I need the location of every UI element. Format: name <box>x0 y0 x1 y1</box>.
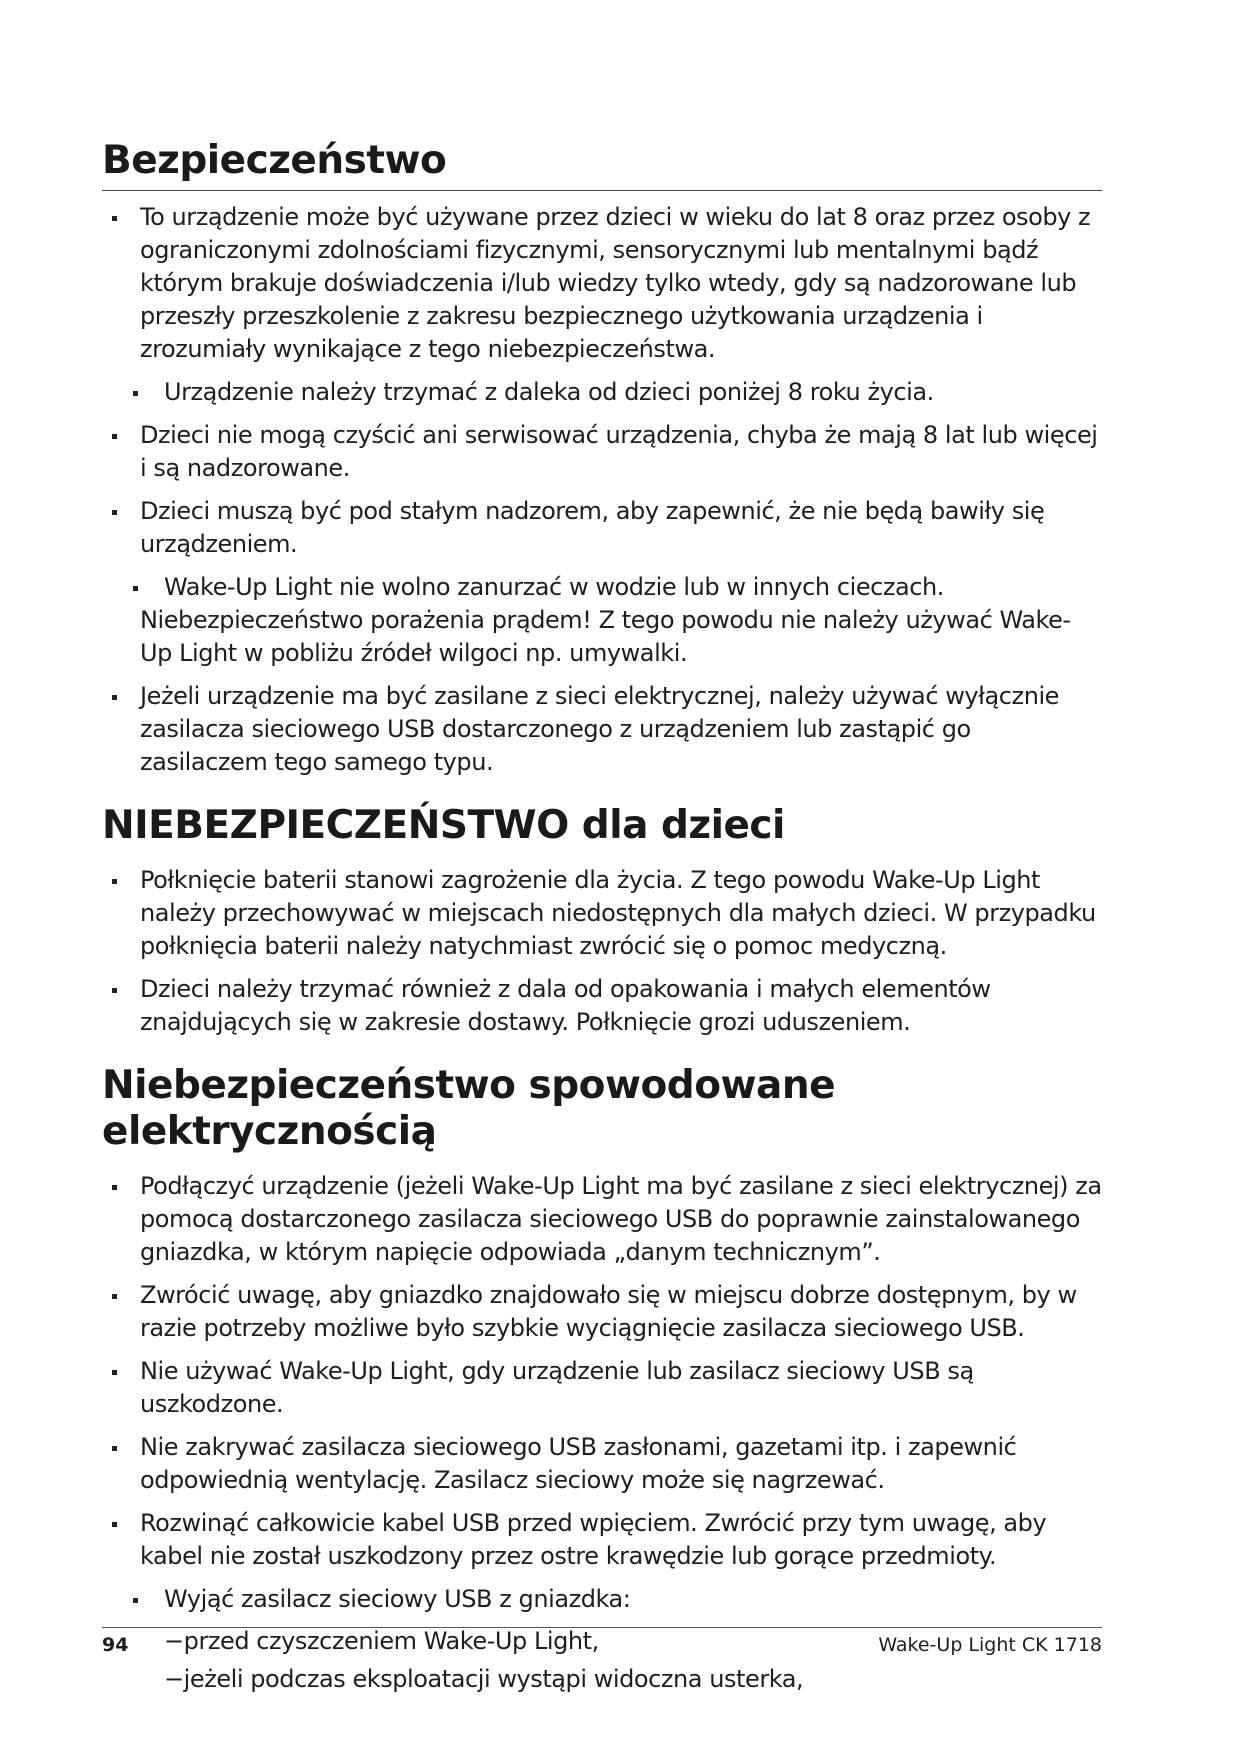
list-item-continuation: Niebezpieczeństwo porażenia prądem! Z tego powodu nie należy używać Wake-Up Light w pobliżu źródeł wilgoci np. umywalki. <box>140 605 1071 667</box>
list-item: To urządzenie może być używane przez dzieci w wieku do lat 8 oraz przez osoby z ograniczonymi zdolnościami fizycznymi, sensorycznymi lub mentalnymi bądź którym brakuje doświadczenia i/lub wiedzy tylko wtedy, gdy są nadzorowane lub przeszły przeszkolenie z zakresu bezpiecznego użytkowania urządzenia i zrozumiały wynikające z tego niebezpieczeństwa. <box>102 201 1102 366</box>
list-item: Podłączyć urządzenie (jeżeli Wake-Up Light ma być zasilane z sieci elektrycznej) za pomocą dostarczonego zasilacza sieciowego USB do poprawnie zainstalowanego gniazdka, w którym napięcie odpowiada „danym technicznym”. <box>102 1170 1102 1269</box>
page-content <box>102 138 1102 1708</box>
safety-list <box>102 201 1102 779</box>
list-item: Rozwinąć całkowicie kabel USB przed wpięciem. Zwrócić przy tym uwagę, aby kabel nie został uszkodzony przez ostre krawędzie lub gorące przedmioty. <box>102 1507 1102 1573</box>
sub-list-item: −jeżeli podczas eksploatacji wystąpi widoczna usterka, <box>164 1665 804 1694</box>
page-number: 94 <box>102 1634 129 1656</box>
page-footer <box>102 1627 1102 1656</box>
sub-list-item: −przed czyszczeniem Wake-Up Light, <box>164 1627 599 1656</box>
list-item: Dzieci nie mogą czyścić ani serwisować urządzenia, chyba że mają 8 lat lub więcej i są nadzorowane. <box>102 419 1102 485</box>
section-title-electric-danger: Niebezpieczeństwo spowodowane elektrycznością <box>102 1062 836 1155</box>
electric-danger-list <box>102 1170 1102 1698</box>
list-item <box>102 571 1102 670</box>
section-title-safety: Bezpieczeństwo <box>102 138 1102 191</box>
children-danger-list <box>102 864 1102 1039</box>
list-item: Dzieci należy trzymać również z dala od opakowania i małych elementów znajdujących się w zakresie dostawy. Połknięcie grozi uduszeniem. <box>102 973 1102 1039</box>
list-item: Jeżeli urządzenie ma być zasilane z sieci elektrycznej, należy używać wyłącznie zasilacza sieciowego USB dostarczonego z urządzeniem lub zastąpić go zasilaczem tego samego typu. <box>102 680 1102 779</box>
list-item: Nie używać Wake-Up Light, gdy urządzenie lub zasilacz sieciowy USB są uszkodzone. <box>102 1355 1102 1421</box>
list-item-text: Wyjąć zasilacz sieciowy USB z gniazdka: <box>164 1585 631 1614</box>
section-title-children-danger: NIEBEZPIECZEŃSTWO dla dzieci <box>102 802 785 848</box>
list-item: Urządzenie należy trzymać z daleka od dzieci poniżej 8 roku życia. <box>102 376 1102 409</box>
footer-product-name: Wake-Up Light CK 1718 <box>878 1634 1102 1656</box>
list-item: Dzieci muszą być pod stałym nadzorem, aby zapewnić, że nie będą bawiły się urządzeniem. <box>102 495 1102 561</box>
list-item: Połknięcie baterii stanowi zagrożenie dla życia. Z tego powodu Wake-Up Light należy przechowywać w miejscach niedostępnych dla małych dzieci. W przypadku połknięcia baterii należy natychmiast zwrócić się o pomoc medyczną. <box>102 864 1102 963</box>
list-item-text: Wake-Up Light nie wolno zanurzać w wodzie lub w innych cieczach. <box>164 572 944 601</box>
list-item: Zwrócić uwagę, aby gniazdko znajdowało się w miejscu dobrze dostępnym, by w razie potrzeby możliwe było szybkie wyciągnięcie zasilacza sieciowego USB. <box>102 1279 1102 1345</box>
list-item: Nie zakrywać zasilacza sieciowego USB zasłonami, gazetami itp. i zapewnić odpowiednią wentylację. Zasilacz sieciowy może się nagrzewać. <box>102 1431 1102 1497</box>
